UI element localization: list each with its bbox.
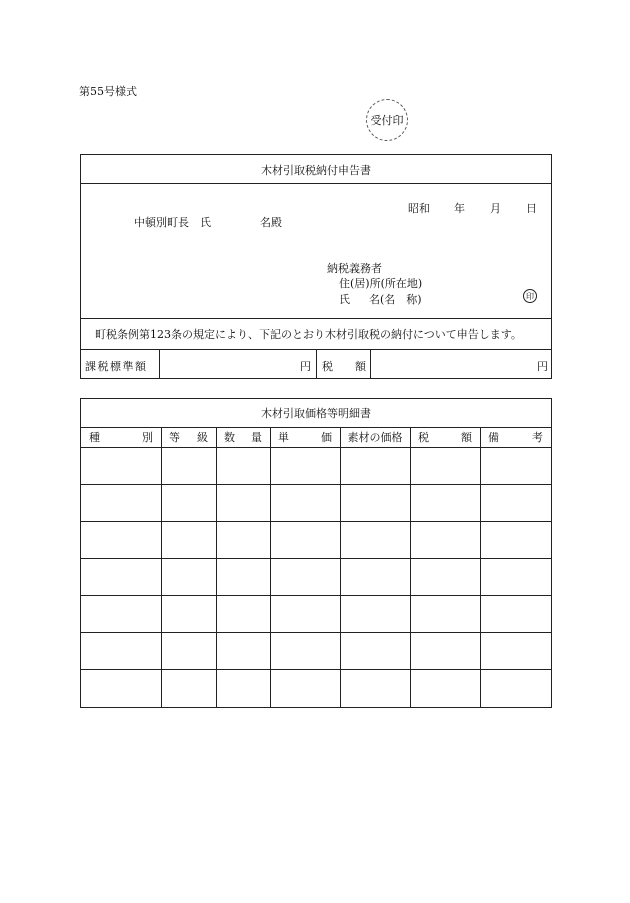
divider [81, 318, 551, 319]
column-header-part: 備 [488, 431, 499, 444]
divider [159, 349, 160, 378]
detail-table [80, 398, 552, 708]
column-header-remarks [480, 427, 551, 447]
form-number: 第55号様式 [79, 85, 137, 98]
detail-table-title: 木材引取価格等明細書 [261, 407, 371, 420]
addressee-honorific: 名殿 [260, 216, 282, 229]
column-header-part: 級 [197, 431, 208, 444]
date-year: 年 [454, 202, 465, 215]
column-header-part: 考 [532, 431, 543, 444]
column-header-unit-price [270, 427, 340, 447]
column-header-part: 種 [89, 431, 100, 444]
column-header-type [81, 427, 161, 447]
taxpayer-label: 納税義務者 [327, 262, 382, 275]
column-header-grade [161, 427, 216, 447]
addressee-name: 中頓別町長 氏 [134, 216, 211, 229]
column-header-material-price [340, 427, 410, 447]
seal-mark [523, 289, 537, 303]
divider [370, 349, 371, 378]
column-header-part: 単 [278, 431, 289, 444]
column-header-part: 額 [461, 431, 472, 444]
tax-amount-unit: 円 [537, 360, 548, 373]
seal-label: 印 [526, 291, 534, 301]
column-header-part: 量 [251, 431, 262, 444]
column-divider [480, 427, 481, 707]
column-header-part: 税 [418, 431, 429, 444]
declaration-statement: 町税条例第123条の規定により、下記のとおり木材引取税の納付について申告します。 [95, 328, 522, 341]
declaration-title: 木材引取税納付申告書 [261, 164, 371, 177]
date-day: 日 [526, 202, 537, 215]
divider [81, 183, 551, 184]
column-divider [340, 427, 341, 707]
tax-base-label: 課税標準額 [85, 360, 148, 373]
reception-stamp-label: 受付印 [370, 114, 404, 127]
column-divider [161, 427, 162, 707]
column-header-part: 価 [321, 431, 332, 444]
declaration-form [80, 154, 552, 379]
column-divider [270, 427, 271, 707]
name-label-b: 名(名 称) [369, 293, 422, 306]
column-header-tax-amount [410, 427, 480, 447]
column-header-part: 数 [224, 431, 235, 444]
name-label-a: 氏 [339, 293, 350, 306]
column-header-part: 素材の価格 [347, 431, 403, 444]
date-month: 月 [490, 202, 501, 215]
date-era: 昭和 [408, 202, 430, 215]
reception-stamp-circle [366, 99, 408, 141]
column-divider [216, 427, 217, 707]
column-header-part: 等 [169, 431, 180, 444]
tax-amount-label: 税 額 [322, 360, 366, 373]
tax-base-unit: 円 [300, 360, 311, 373]
address-label: 住(居)所(所在地) [339, 277, 423, 290]
column-header-part: 別 [142, 431, 153, 444]
divider [316, 349, 317, 378]
column-header-quantity [216, 427, 270, 447]
column-divider [410, 427, 411, 707]
